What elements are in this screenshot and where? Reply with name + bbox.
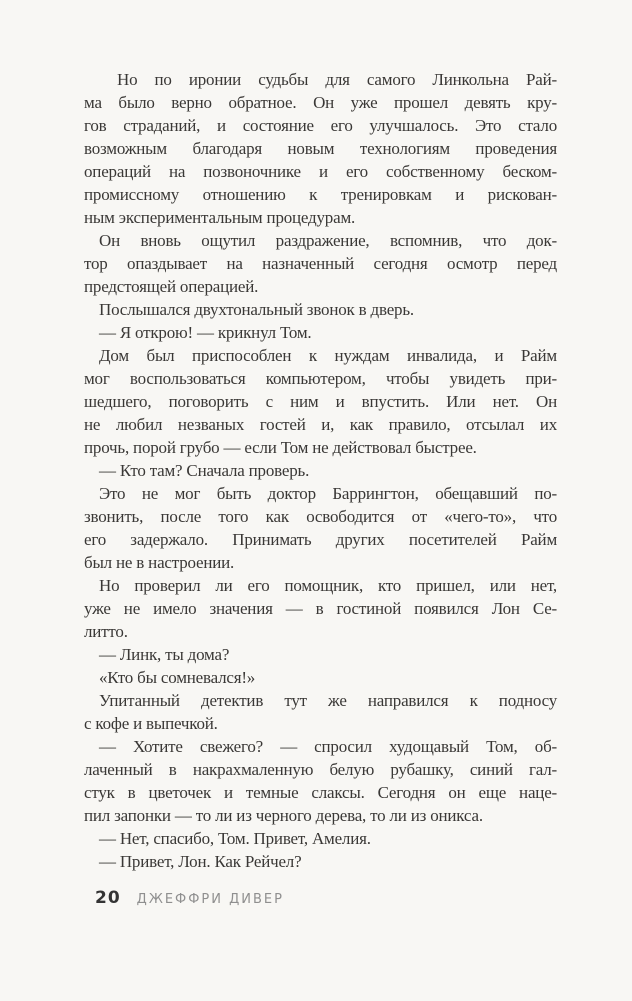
text-line: шедшего, поговорить с ним и впустить. Или нет. Он	[84, 392, 557, 411]
paragraph	[84, 321, 557, 344]
text-line: предстоящей операцией.	[84, 277, 259, 296]
page-number: 20	[95, 888, 121, 908]
paragraph	[84, 574, 557, 643]
text-line: был не в настроении.	[84, 553, 235, 572]
text-line: ным экспериментальным процедурам.	[84, 208, 356, 227]
paragraph	[84, 827, 557, 850]
text-line: лаченный в накрахмаленную белую рубашку, синий гал-	[84, 760, 557, 779]
text-line: Упитанный детектив тут же направился к подносу	[99, 691, 557, 710]
text-line: — Кто там? Сначала проверь.	[99, 461, 310, 480]
text-line: с кофе и выпечкой.	[84, 714, 218, 733]
text-line: — Хотите свежего? — спросил худощавый Том, об-	[99, 737, 557, 756]
text-line: Послышался двухтональный звонок в дверь.	[99, 300, 414, 319]
text-line: возможным благодаря новым технологиям проведения	[84, 139, 557, 158]
text-line: гов страданий, и состояние его улучшалось. Это стало	[84, 116, 557, 135]
paragraph	[84, 666, 557, 689]
paragraph	[84, 344, 557, 459]
paragraph	[84, 735, 557, 827]
paragraph	[84, 229, 557, 298]
text-line: его задержало. Принимать других посетителей Райм	[84, 530, 557, 549]
text-line: прочь, порой грубо — если Том не действовал быстрее.	[84, 438, 477, 457]
paragraph	[84, 459, 557, 482]
text-line: промиссному отношению к тренировкам и рискован-	[84, 185, 557, 204]
text-line: Но проверил ли его помощник, кто пришел, или нет,	[99, 576, 557, 595]
text-line: Дом был приспособлен к нуждам инвалида, и Райм	[99, 346, 557, 365]
paragraph	[84, 482, 557, 574]
text-line: — Нет, спасибо, Том. Привет, Амелия.	[99, 829, 371, 848]
paragraph	[84, 298, 557, 321]
paragraph	[84, 689, 557, 735]
running-title: ДЖЕФФРИ ДИВЕР	[136, 892, 284, 907]
page-footer	[95, 888, 284, 908]
text-line: уже не имело значения — в гостиной появился Лон Се-	[84, 599, 557, 618]
text-line: — Я открою! — крикнул Том.	[99, 323, 312, 342]
text-line: не любил незваных гостей и, как правило, отсылал их	[84, 415, 557, 434]
text-line: стук в цветочек и темные слаксы. Сегодня он еще наце-	[84, 783, 557, 802]
text-line: тор опаздывает на назначенный сегодня осмотр перед	[84, 254, 557, 273]
body-text	[84, 68, 557, 873]
paragraph	[84, 68, 557, 229]
paragraph	[84, 850, 557, 873]
text-line: операций на позвоночнике и его собственному беском-	[84, 162, 557, 181]
text-line: Но по иронии судьбы для самого Линкольна Рай-	[117, 70, 557, 89]
text-line: Он вновь ощутил раздражение, вспомнив, что док-	[99, 231, 557, 250]
text-line: звонить, после того как освободится от «чего-то», что	[84, 507, 557, 526]
text-line: — Линк, ты дома?	[99, 645, 230, 664]
paragraph	[84, 643, 557, 666]
text-line: — Привет, Лон. Как Рейчел?	[99, 852, 302, 871]
text-line: ма было верно обратное. Он уже прошел девять кру-	[84, 93, 557, 112]
text-line: «Кто бы сомневался!»	[99, 668, 256, 687]
text-line: Это не мог быть доктор Баррингтон, обещавший по-	[99, 484, 557, 503]
text-line: мог воспользоваться компьютером, чтобы увидеть при-	[84, 369, 557, 388]
text-line: литто.	[84, 622, 128, 641]
text-line: пил запонки — то ли из черного дерева, то ли из оникса.	[84, 806, 483, 825]
